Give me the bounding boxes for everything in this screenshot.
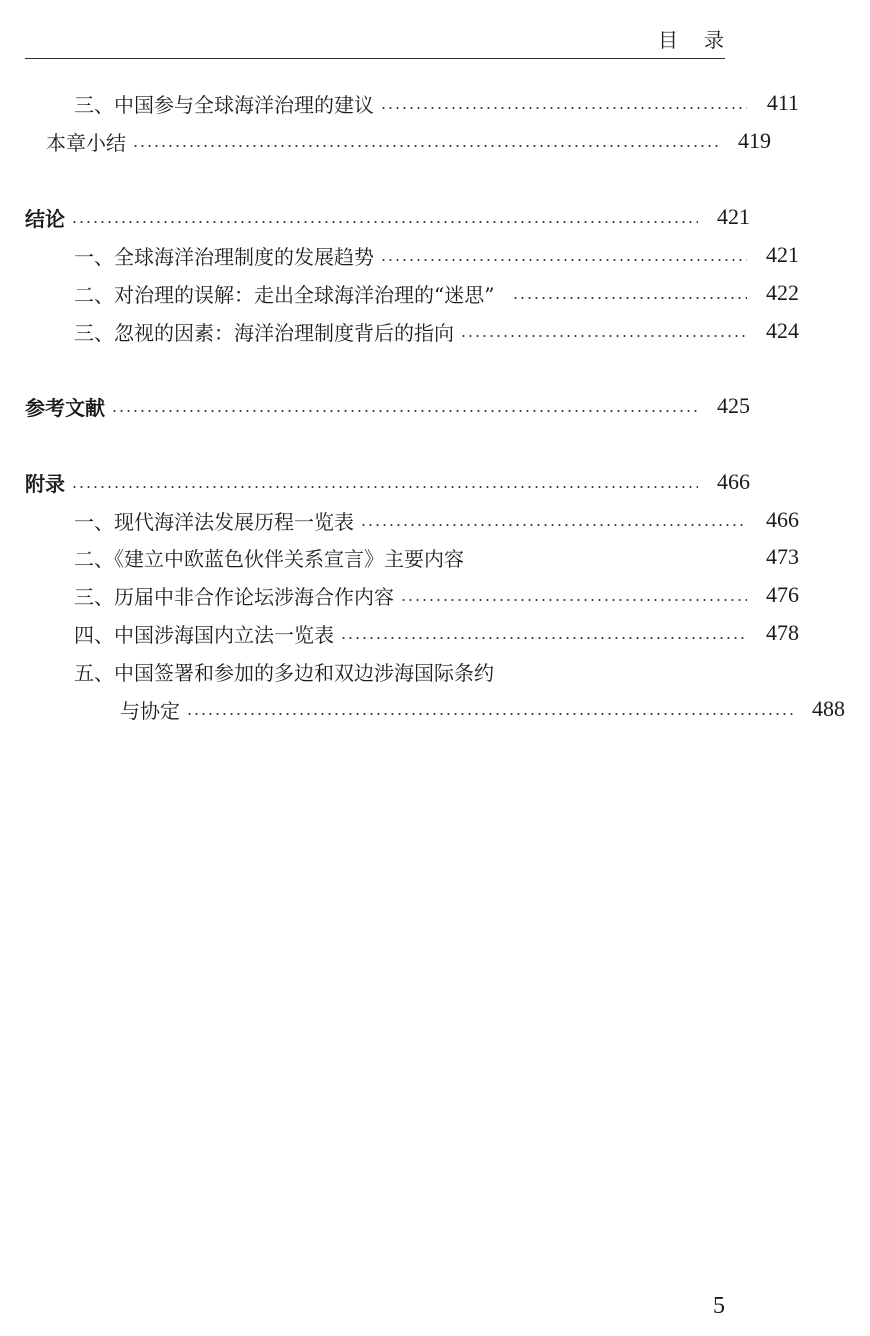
- toc-entry[interactable]: [0, 653, 824, 689]
- page-number: 5: [713, 1293, 725, 1319]
- toc-entry-title: 本章小结: [46, 130, 126, 155]
- toc-entry-title: 四、中国涉海国内立法一览表: [74, 622, 334, 647]
- toc-leader-dots: [71, 221, 698, 223]
- toc-entry[interactable]: [0, 615, 824, 651]
- toc-entry-title: 二、对治理的误解：走出全球海洋治理的“迷思”: [74, 282, 495, 307]
- toc-entry-title: 一、全球海洋治理制度的发展趋势: [74, 244, 374, 269]
- toc-entry-continuation[interactable]: [0, 691, 870, 727]
- toc-entry[interactable]: [0, 123, 796, 159]
- toc-leader-dots: [71, 486, 698, 488]
- toc-entry-title: 三、历届中非合作论坛涉海合作内容: [74, 584, 394, 609]
- toc-entry-page: 411: [766, 90, 799, 115]
- toc-entry-page: 424: [766, 318, 799, 343]
- toc-entry-title: 三、中国参与全球海洋治理的建议: [74, 92, 374, 117]
- toc-entry-page: 488: [812, 696, 845, 721]
- toc-entry-page: 466: [766, 507, 799, 532]
- toc-leader-dots: [400, 599, 747, 601]
- toc-leader-dots: [512, 297, 747, 299]
- header-rule: [25, 58, 725, 59]
- toc-entry-page: 478: [766, 620, 799, 645]
- toc-entry-page: 421: [717, 204, 750, 229]
- toc-entry-page: 419: [738, 128, 771, 153]
- toc-chapter-entry[interactable]: [0, 388, 775, 424]
- toc-leader-dots: [460, 335, 747, 337]
- toc-leader-dots: [132, 145, 719, 147]
- toc-leader-dots: [186, 713, 793, 715]
- toc-leader-dots: [111, 410, 698, 412]
- toc-entry[interactable]: [0, 539, 824, 575]
- toc-entry-page: 425: [717, 393, 750, 418]
- toc-entry-page: 476: [766, 582, 799, 607]
- toc-entry-title: 结论: [25, 206, 65, 231]
- toc-entry-title: 三、忽视的因素：海洋治理制度背后的指向: [74, 320, 454, 345]
- toc-leader-dots: [380, 107, 747, 109]
- toc-entry[interactable]: [0, 85, 824, 121]
- toc-leader-dots: [340, 637, 747, 639]
- page-header: [0, 0, 750, 60]
- toc-entry[interactable]: [0, 313, 824, 349]
- toc-leader-dots: [380, 259, 747, 261]
- toc-entry[interactable]: [0, 502, 824, 538]
- toc-entry-title: 参考文献: [25, 395, 105, 420]
- toc-chapter-entry[interactable]: [0, 464, 775, 500]
- toc-leader-dots: [360, 524, 747, 526]
- toc-entry-page: 466: [717, 469, 750, 494]
- toc-entry[interactable]: [0, 237, 824, 273]
- toc-entry-title: 五、中国签署和参加的多边和双边涉海国际条约: [74, 660, 494, 685]
- toc-entry-page: 421: [766, 242, 799, 267]
- toc-entry-title: 一、现代海洋法发展历程一览表: [74, 509, 354, 534]
- toc-entry[interactable]: [0, 577, 824, 613]
- toc-entry[interactable]: [0, 275, 824, 311]
- toc-chapter-entry[interactable]: [0, 199, 775, 235]
- toc-entry-title: 二、《建立中欧蓝色伙伴关系宣言》主要内容: [74, 546, 464, 571]
- toc-entry-title: 与协定: [120, 698, 180, 723]
- toc-entry-page: 473: [766, 544, 799, 569]
- header-title: 目录: [658, 28, 750, 52]
- toc-entry-page: 422: [766, 280, 799, 305]
- toc-entry-title: 附录: [25, 471, 65, 496]
